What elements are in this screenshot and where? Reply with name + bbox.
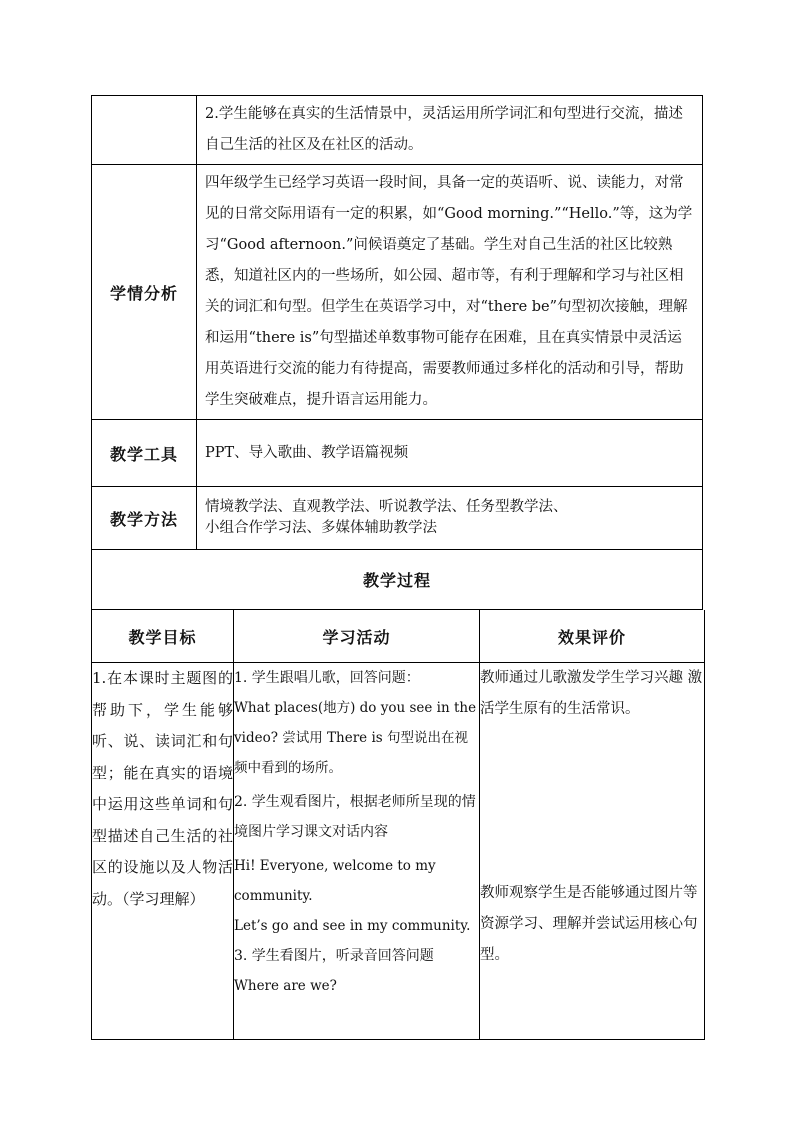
activity-2-en-1: Hi! Everyone, welcome to my community.	[234, 858, 436, 904]
activity-1-en: What places(地方) do you see in the video? 尝试用 There is 句型说出在视频中看到的场所。	[234, 700, 477, 776]
activity-1: 1. 学生跟唱儿歌，回答问题：	[234, 670, 420, 686]
header-activity: 学习活动	[234, 610, 480, 663]
process-title: 教学过程	[92, 550, 703, 610]
process-body-row	[92, 663, 705, 1040]
process-table	[91, 610, 705, 1040]
goal-1-text: 1.在本课时主题图的帮助下，学生能够听、说、读词汇和句型；能在真实的语境中运用这些单词和句型描述自己生活的社区的设施以及人物活动。（学习理解）	[92, 663, 234, 1040]
evaluation-cell	[480, 663, 705, 1040]
tools-row	[92, 420, 703, 487]
analysis-text: 四年级学生已经学习英语一段时间，具备一定的英语听、说、读能力，对常见的日常交际用语有一定的积累，如“Good morning.”“Hello.”等，这为学习“Good afternoon.”问候语奠定了基础。学生对自己生活的社区比较熟悉，知道社区内的一些场所，如公园、超市等，有利于理解和学习与社区相关的词汇和句型。但学生在英语学习中，对“there be”句型初次接触，理解和运用“there is”句型描述单数事物可能存在困难，且在真实情景中灵活运用英语进行交流的能力有待提高，需要教师通过多样化的活动和引导，帮助学生突破难点，提升语言运用能力。	[197, 165, 703, 420]
activity-3-en: Where are we?	[234, 978, 337, 994]
methods-line-2: 小组合作学习法、多媒体辅助教学法	[205, 520, 437, 536]
tools-text: PPT、导入歌曲、教学语篇视频	[197, 420, 703, 487]
evaluation-2: 教师观察学生是否能够通过图片等资源学习、理解并尝试运用核心句型。	[480, 885, 698, 963]
methods-text	[197, 487, 703, 550]
lesson-plan-sheet	[91, 95, 703, 1040]
analysis-label: 学情分析	[92, 165, 197, 420]
activities-cell	[234, 663, 480, 1040]
activity-2: 2. 学生观看图片，根据老师所呈现的情境图片学习课文对话内容	[234, 794, 476, 840]
header-goal: 教学目标	[92, 610, 234, 663]
goal-row	[92, 96, 703, 165]
analysis-row	[92, 165, 703, 420]
evaluation-1: 教师通过儿歌激发学生学习兴趣 激活学生原有的生活常识。	[480, 670, 703, 717]
process-header-row	[92, 610, 705, 663]
goal-2-text: 2.学生能够在真实的生活情景中，灵活运用所学词汇和句型进行交流，描述自己生活的社区及在社区的活动。	[197, 96, 703, 165]
empty-label-cell	[92, 96, 197, 165]
methods-label: 教学方法	[92, 487, 197, 550]
info-table	[91, 95, 703, 550]
process-title-table	[91, 550, 703, 610]
methods-row	[92, 487, 703, 550]
activity-3: 3. 学生看图片，听录音回答问题	[234, 948, 434, 964]
header-evaluation: 效果评价	[480, 610, 705, 663]
activity-2-en-2: Let’s go and see in my community.	[234, 918, 471, 934]
tools-label: 教学工具	[92, 420, 197, 487]
methods-line-1: 情境教学法、直观教学法、听说教学法、任务型教学法、	[205, 499, 568, 515]
